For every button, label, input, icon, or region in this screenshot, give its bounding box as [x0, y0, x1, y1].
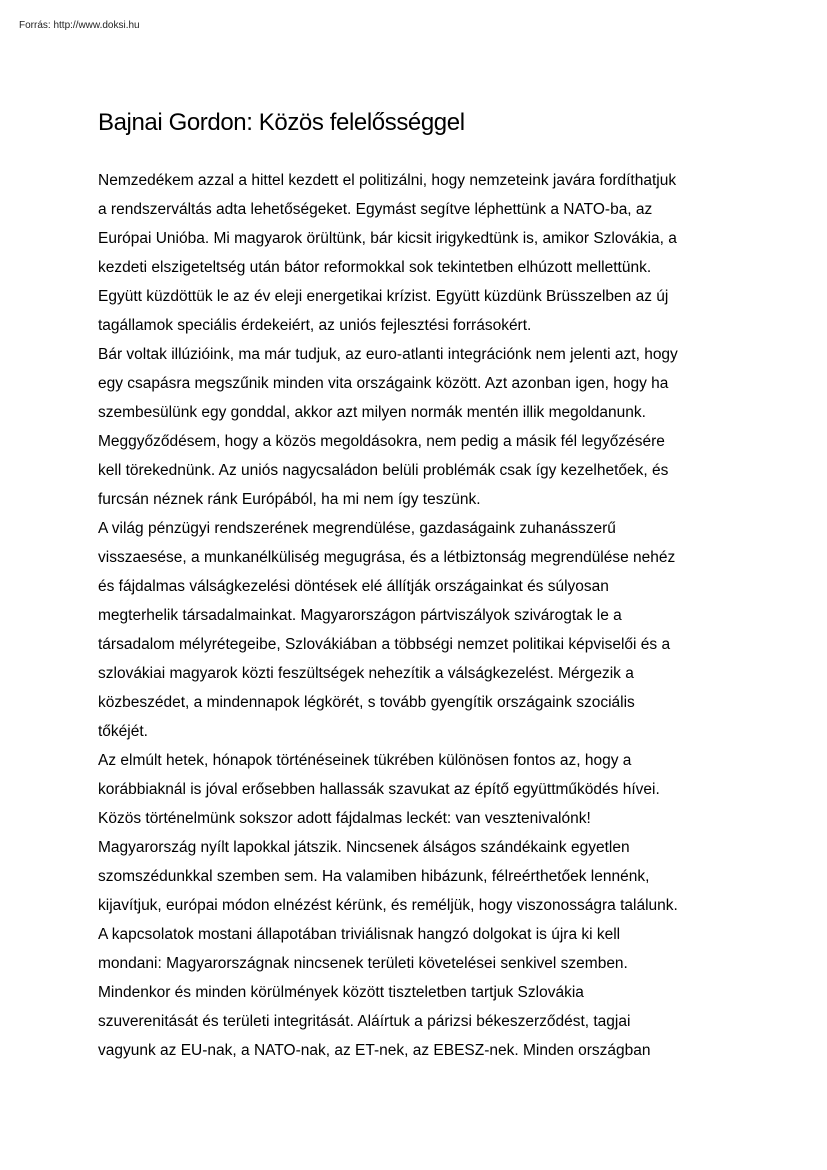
body-text-line: szlovákiai magyarok közti feszültségek nehezítik a válságkezelést. Mérgezik a: [98, 665, 634, 682]
body-text-line: furcsán néznek ránk Európából, ha mi nem így teszünk.: [98, 491, 481, 508]
body-text-line: kell törekednünk. Az uniós nagycsaládon belüli problémák csak így kezelhetőek, és: [98, 462, 669, 479]
body-text-line: közbeszédet, a mindennapok légkörét, s tovább gyengítik országaink szociális: [98, 694, 635, 711]
body-text-line: Bár voltak illúzióink, ma már tudjuk, az euro-atlanti integrációnk nem jelenti azt, hogy: [98, 346, 678, 363]
body-text-line: szembesülünk egy gonddal, akkor azt milyen normák mentén illik megoldanunk.: [98, 404, 646, 421]
body-text-line: és fájdalmas válságkezelési döntések elé állítják országainkat és súlyosan: [98, 578, 609, 595]
body-text-line: Magyarország nyílt lapokkal játszik. Nincsenek álságos szándékaink egyetlen: [98, 839, 630, 856]
body-text-line: Közös történelmünk sokszor adott fájdalmas leckét: van vesztenivalónk!: [98, 810, 591, 827]
body-text-line: egy csapásra megszűnik minden vita országaink között. Azt azonban igen, hogy ha: [98, 375, 669, 392]
body-text-line: A világ pénzügyi rendszerének megrendülése, gazdaságaink zuhanásszerű: [98, 520, 616, 537]
body-text-line: Együtt küzdöttük le az év eleji energetikai krízist. Együtt küzdünk Brüsszelben az új: [98, 288, 669, 305]
body-text-line: a rendszerváltás adta lehetőségeket. Egymást segítve léphettünk a NATO-ba, az: [98, 201, 653, 218]
body-text-line: mondani: Magyarországnak nincsenek területi követelései senkivel szemben.: [98, 955, 628, 972]
body-text-line: tőkéjét.: [98, 723, 148, 740]
body-text-line: szomszédunkkal szemben sem. Ha valamiben hibázunk, félreérthetőek lennénk,: [98, 868, 650, 885]
body-text-line: Mindenkor és minden körülmények között tiszteletben tartjuk Szlovákia: [98, 984, 584, 1001]
body-text-line: Meggyőződésem, hogy a közös megoldásokra, nem pedig a másik fél legyőzésére: [98, 433, 665, 450]
body-text-line: kijavítjuk, európai módon elnézést kérünk, és reméljük, hogy viszonosságra találunk.: [98, 897, 678, 914]
body-text-line: korábbiaknál is jóval erősebben hallassák szavukat az építő együttműködés hívei.: [98, 781, 660, 798]
body-text-line: társadalom mélyrétegeibe, Szlovákiában a többségi nemzet politikai képviselői és a: [98, 636, 671, 653]
body-text-line: A kapcsolatok mostani állapotában triviálisnak hangzó dolgokat is újra ki kell: [98, 926, 621, 943]
body-text-line: kezdeti elszigeteltség után bátor reformokkal sok tekintetben elhúzott mellettünk.: [98, 259, 652, 276]
source-url-label: Forrás: http://www.doksi.hu: [19, 20, 140, 31]
body-text-line: Az elmúlt hetek, hónapok történéseinek tükrében különösen fontos az, hogy a: [98, 752, 632, 769]
document-title: Bajnai Gordon: Közös felelősséggel: [98, 109, 465, 136]
body-text-line: vagyunk az EU-nak, a NATO-nak, az ET-nek, az EBESZ-nek. Minden országban: [98, 1042, 651, 1059]
body-text-line: Európai Unióba. Mi magyarok örültünk, bár kicsit irigykedtünk is, amikor Szlovákia, a: [98, 230, 677, 247]
body-text-line: visszaesése, a munkanélküliség megugrása, és a létbiztonság megrendülése nehéz: [98, 549, 676, 566]
body-text-line: Nemzedékem azzal a hittel kezdett el politizálni, hogy nemzeteink javára fordíthatjuk: [98, 172, 677, 189]
body-text-line: szuverenitását és területi integritását. Aláírtuk a párizsi békeszerződést, tagjai: [98, 1013, 631, 1030]
body-text-line: megterhelik társadalmainkat. Magyarországon pártviszályok szivárogtak le a: [98, 607, 622, 624]
body-text-line: tagállamok speciális érdekeiért, az uniós fejlesztési forrásokért.: [98, 317, 532, 334]
document-body: [98, 166, 738, 1065]
